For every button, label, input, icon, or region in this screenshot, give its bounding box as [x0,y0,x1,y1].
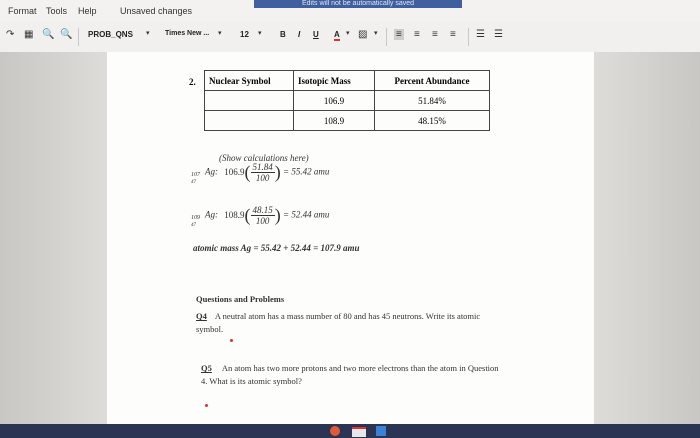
document-page[interactable] [107,52,594,424]
element-label: Ag: [205,209,218,220]
chrome-icon[interactable] [330,426,340,436]
calc-line-ag109: 109 47 Ag: 108.9( $\frac{48.15}{100}$ ) = 52.44 amu [191,205,330,228]
calc-line-ag107: 107 47 Ag: 106.9( $\frac{51.84}{100}$ ) = 55.42 amu [191,162,330,185]
fraction-numerator: 48.15 [252,205,273,215]
abundance-cell[interactable]: 48.15% [375,111,490,131]
docs-icon[interactable] [376,426,386,436]
toolbar-divider [386,28,387,46]
font-size-select[interactable]: 12 [240,30,249,39]
highlight-icon[interactable]: ▨ [358,29,368,40]
table-row [205,91,490,111]
mass-cell[interactable]: 106.9 [294,91,375,111]
align-right-icon[interactable]: ≡ [432,29,438,40]
question-4 [196,311,556,321]
chevron-down-icon[interactable]: ▾ [346,30,350,37]
align-justify-icon[interactable]: ≡ [450,29,456,40]
align-center-icon[interactable]: ≡ [414,29,420,40]
q4-label: Q4 [196,311,207,321]
canvas-margin-right [594,52,700,424]
toolbar-divider [78,28,79,46]
fraction-denominator: 100 [255,216,270,226]
coefficient: 106.9 [224,166,245,177]
cursor-marker [230,339,233,342]
menu-format[interactable]: Format [8,6,37,16]
mail-icon[interactable] [352,427,366,437]
symbol-cell[interactable] [205,91,294,111]
grid-icon[interactable]: ▦ [24,29,34,40]
fraction-denominator: 100 [255,173,270,183]
atomic-number: 47 [191,222,196,228]
header-percent-abundance: Percent Abundance [375,71,490,91]
menu-tools[interactable]: Tools [46,6,68,16]
toolbar-divider [468,28,469,46]
header-isotopic-mass: Isotopic Mass [294,71,375,91]
table-header-row [205,71,490,91]
chevron-down-icon[interactable]: ▾ [218,30,222,37]
canvas-margin-left [0,52,107,424]
question-5 [201,363,581,373]
problems-heading: Questions and Problems [196,294,285,304]
numbered-list-icon[interactable]: ☰ [476,29,485,40]
atomic-mass-result: atomic mass Ag = 55.42 + 52.44 = 107.9 amu [193,243,360,253]
undo-icon[interactable]: ↷ [6,29,15,40]
header-nuclear-symbol: Nuclear Symbol [205,71,294,91]
q4-text-cont: symbol. [196,324,224,334]
chevron-down-icon[interactable]: ▾ [258,30,262,37]
chevron-down-icon[interactable]: ▾ [146,30,150,37]
mass-number: 107 [191,171,200,178]
calc-result: = 52.44 amu [283,209,330,220]
italic-button[interactable]: I [298,30,301,39]
q5-text: An atom has two more protons and two more electrons than the atom in Question [221,363,499,373]
save-status: Unsaved changes [120,6,193,16]
isotope-table [204,70,490,131]
font-select[interactable]: Times New ... [165,30,210,37]
zoom-out-icon[interactable]: 🔍 [60,29,73,40]
abundance-cell[interactable]: 51.84% [375,91,490,111]
element-label: Ag: [205,166,218,177]
table-row [205,111,490,131]
menu-help[interactable]: Help [78,6,97,16]
align-left-icon[interactable]: ≡ [396,29,402,40]
question-number: 2. [189,77,196,87]
taskbar [0,424,700,438]
q5-label: Q5 [201,363,212,373]
bold-button[interactable]: B [280,30,286,39]
calc-result: = 55.42 amu [283,166,330,177]
coefficient: 108.9 [224,209,245,220]
symbol-cell[interactable] [205,111,294,131]
mass-number: 109 [191,214,200,221]
text-color-button[interactable]: A [334,30,340,39]
mass-cell[interactable]: 108.9 [294,111,375,131]
bulleted-list-icon[interactable]: ☰ [494,29,503,40]
calc-heading: (Show calculations here) [219,153,309,163]
q4-text: A neutral atom has a mass number of 80 and has 45 neutrons. Write its atomic [214,311,481,321]
q5-text-cont: 4. What is its atomic symbol? [201,376,302,386]
menu-bar [0,0,700,22]
atomic-number: 47 [191,179,196,185]
chevron-down-icon[interactable]: ▾ [374,30,378,37]
autosave-banner: Edits will not be automatically saved [254,0,462,8]
fraction-numerator: 51.84 [252,162,273,172]
underline-button[interactable]: U [313,30,319,39]
formatting-toolbar [0,22,700,53]
style-select[interactable]: PROB_QNS [88,30,133,39]
zoom-in-icon[interactable]: 🔍 [42,29,55,40]
cursor-marker [205,404,208,407]
